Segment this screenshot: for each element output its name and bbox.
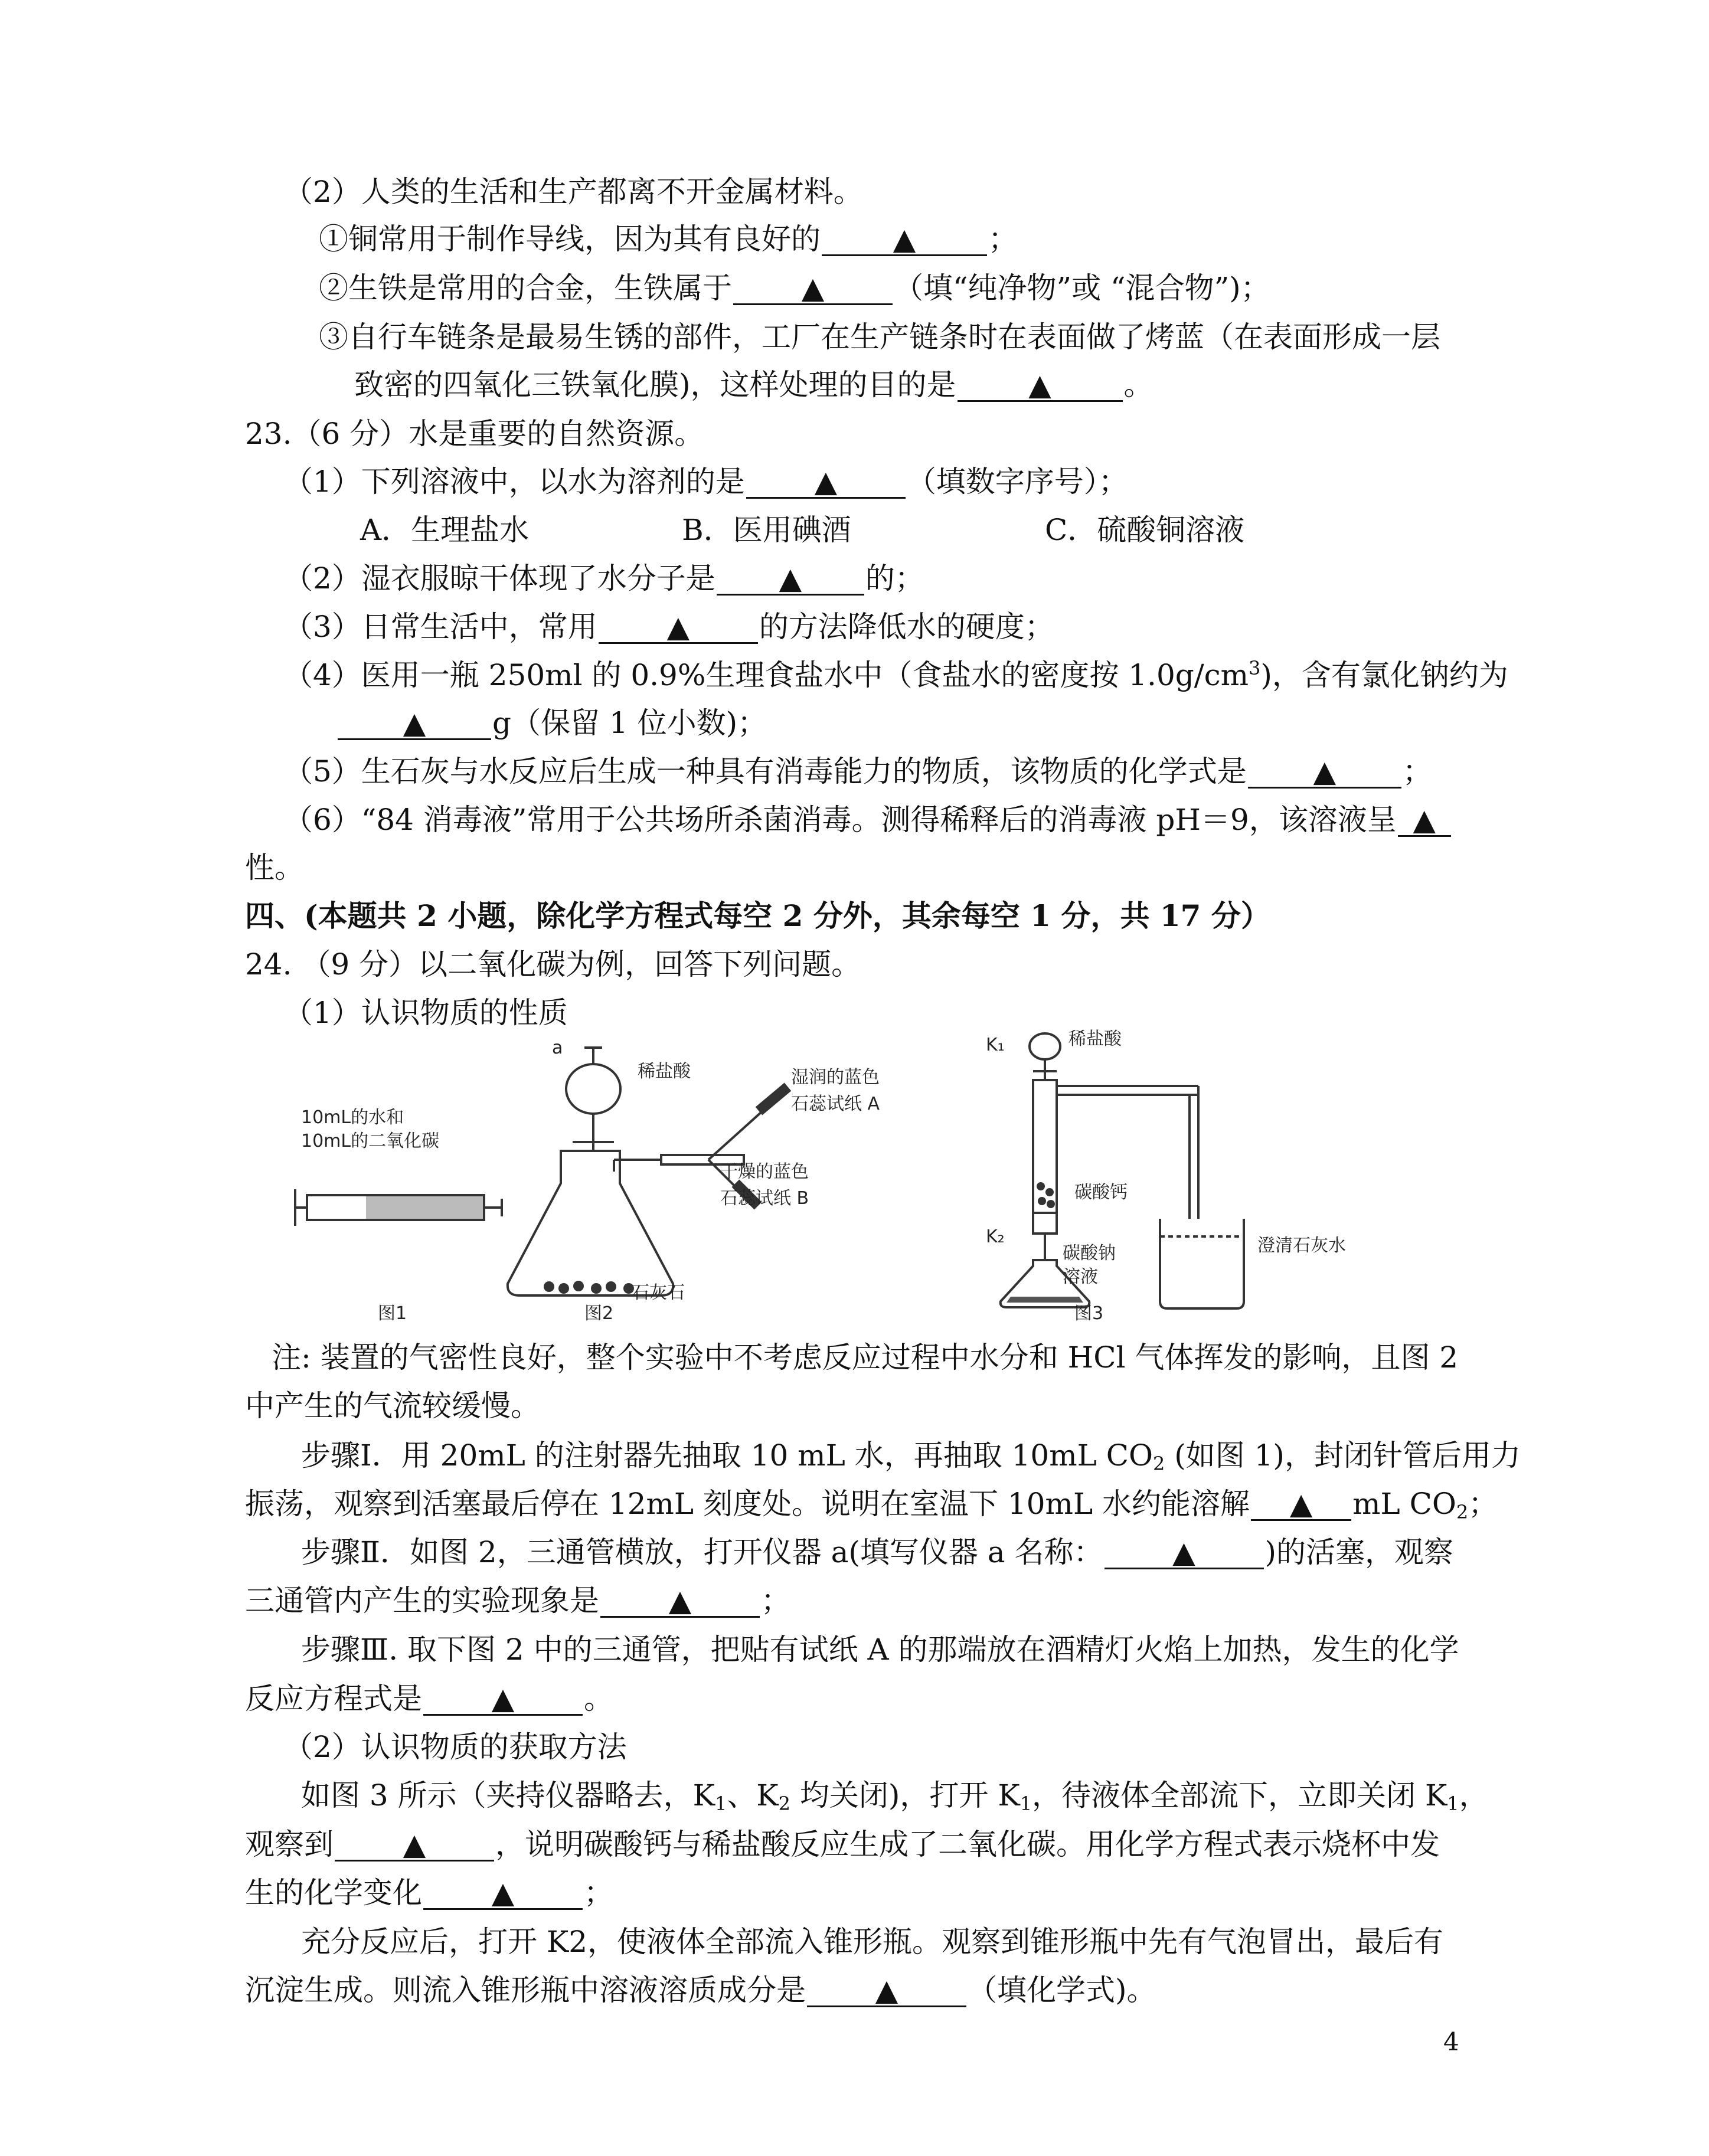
fig2-label-a: a [552,1038,563,1058]
answer-blank[interactable]: ▲ [1251,1488,1351,1521]
page-number: 4 [1443,2027,1459,2056]
q23-sub2: （2）湿衣服晾干体现了水分子是 ▲ 的； [283,561,924,596]
fig3-label-acid: 稀盐酸 [1068,1029,1122,1049]
fig3-label-k1: K₁ [986,1035,1005,1055]
answer-blank[interactable]: ▲ [746,466,906,499]
q24-solute: 沉淀生成。则流入锥形瓶中溶液溶质成分是 ▲ （填化学式)。 [245,1973,1156,2007]
q23-sub4-cont: ▲ g（保留 1 位小数)； [336,705,767,741]
answer-blank[interactable]: ▲ [423,1877,583,1910]
fig3-label-k2: K₂ [986,1226,1005,1247]
q24-part2: （2）认识物质的获取方法 [283,1730,627,1764]
q23-sub6-cont: 性。 [245,850,304,885]
q24-note: 注: 装置的气密性良好，整个实验中不考虑反应过程中水分和 HCl 气体挥发的影响，且图 2 [272,1340,1459,1375]
fig3-label-limewater: 澄清石灰水 [1257,1235,1346,1256]
q23-option-b: B．医用碘酒 [682,513,851,547]
q23-sub3: （3）日常生活中，常用 ▲ 的方法降低水的硬度； [283,610,1054,644]
q23-sub6: （6）“84 消毒液”常用于公共场所杀菌消毒。测得稀释后的消毒液 pH＝9，该溶液呈 ▲ [283,802,1452,837]
answer-blank[interactable]: ▲ [335,1829,494,1861]
answer-blank[interactable]: ▲ [338,708,491,740]
fig3-label-na-2: 溶液 [1063,1267,1098,1287]
q23-option-a: A．生理盐水 [360,513,530,547]
fig1-caption: 图1 [378,1303,407,1324]
q23-sub4: （4）医用一瓶 250ml 的 0.9%生理食盐水中（食盐水的密度按 $1.0g/cm^3$)，含有氯化钠约为 [283,657,1508,692]
q24-after-reaction: 充分反应后，打开 K2，使液体全部流入锥形瓶。观察到锥形瓶中先有气泡冒出，最后有 [301,1925,1444,1959]
fig2-caption: 图2 [584,1303,614,1324]
q22-item3: ③自行车链条是最易生锈的部件，工厂在生产链条时在表面做了烤蓝（在表面形成一层 [319,320,1440,354]
answer-blank[interactable]: ▲ [600,1585,760,1618]
answer-blank[interactable]: ▲ [423,1683,583,1716]
fig3-label-na-1: 碳酸钠 [1063,1243,1116,1264]
answer-blank[interactable]: ▲ [599,611,758,644]
answer-blank[interactable]: ▲ [717,563,864,596]
answer-blank[interactable]: ▲ [1248,756,1401,789]
fig3-flask-liquid [1007,1297,1083,1303]
fig1-syringe [295,1189,502,1226]
fig2-label-wet-2: 石蕊试纸 A [791,1094,880,1114]
q24-heading: 24. （9 分）以二氧化碳为例，回答下列问题。 [245,947,861,982]
q24-fig3-desc: 如图 3 所示（夹持仪器略去，$K_1$、$K_2$ 均关闭)，打开 $K_1$，待液体全部流下，立即关闭 $K_1$， [301,1778,1489,1815]
apparatus-figure [283,1024,1535,1331]
apparatus-diagram [283,1024,1535,1331]
fig3-apparatus [1001,1033,1244,1308]
fig2-label-dry-2: 石蕊试纸 B [720,1188,809,1209]
fig2-label-dry-1: 干燥的蓝色 [720,1162,809,1182]
q22-item3-cont: 致密的四氧化三铁氧化膜)，这样处理的目的是 ▲ 。 [354,368,1154,402]
answer-blank[interactable]: ▲ [958,369,1123,402]
answer-blank[interactable]: ▲ [822,224,987,256]
q22-item1: ①铜常用于制作导线，因为其有良好的 ▲ ； [319,222,1018,256]
q22-part2-intro: （2）人类的生活和生产都离不开金属材料。 [283,175,863,209]
fig3-caption: 图3 [1074,1303,1104,1324]
q24-step1-cont: 振荡，观察到活塞最后停在 12mL 刻度处。说明在室温下 10mL 水约能溶解 ▲ mL $CO_2$； [245,1487,1498,1523]
fig2-label-wet-1: 湿润的蓝色 [791,1067,880,1088]
q24-step3-cont: 反应方程式是 ▲ 。 [245,1681,613,1716]
answer-blank[interactable]: ▲ [807,1975,966,2007]
fig2-label-acid: 稀盐酸 [638,1061,691,1082]
q24-equation: 生的化学变化 ▲ ； [245,1876,613,1910]
fig1-label-1: 10mL的水和 [301,1107,404,1128]
q23-heading: 23.（6 分）水是重要的自然资源。 [245,417,704,451]
answer-blank[interactable]: ▲ [1105,1537,1264,1569]
q23-sub5: （5）生石灰与水反应后生成一种具有消毒能力的物质，该物质的化学式是 ▲ ； [283,754,1432,789]
fig3-label-caco3: 碳酸钙 [1074,1182,1128,1203]
q24-note-cont: 中产生的气流较缓慢。 [245,1389,540,1423]
q23-option-c: C．硫酸铜溶液 [1045,513,1245,547]
q24-step1: 步骤Ⅰ．用 20mL 的注射器先抽取 10 mL 水，再抽取 10mL $CO_2$ (如图 1)，封闭针管后用力 [301,1438,1521,1475]
answer-blank[interactable]: ▲ [733,273,893,305]
fig1-label-2: 10mL的二氧化碳 [301,1131,440,1151]
answer-blank[interactable]: ▲ [1398,804,1451,837]
q24-step3: 步骤Ⅲ. 取下图 2 中的三通管，把贴有试纸 A 的那端放在酒精灯火焰上加热，发生的化学 [301,1632,1459,1667]
q22-item2: ②生铁是常用的合金，生铁属于 ▲ （填“纯净物”或 “混合物”)； [319,271,1270,305]
q24-part1: （1）认识物质的性质 [283,996,568,1030]
q24-step2-cont: 三通管内产生的实验现象是 ▲ ； [245,1584,790,1618]
fig2-label-limestone: 石灰石 [632,1283,685,1303]
q24-step2: 步骤Ⅱ．如图 2，三通管横放，打开仪器 a(填写仪器 a 名称： ▲ )的活塞，观察 [301,1535,1454,1569]
q24-observe: 观察到 ▲ ，说明碳酸钙与稀盐酸反应生成了二氧化碳。用化学方程式表示烧杯中发 [245,1827,1440,1861]
q23-sub1: （1）下列溶液中，以水为溶剂的是 ▲ （填数字序号）； [283,464,1128,499]
section-4-heading: 四、(本题共 2 小题，除化学方程式每空 2 分外，其余每空 1 分，共 17 分） [245,898,1270,933]
